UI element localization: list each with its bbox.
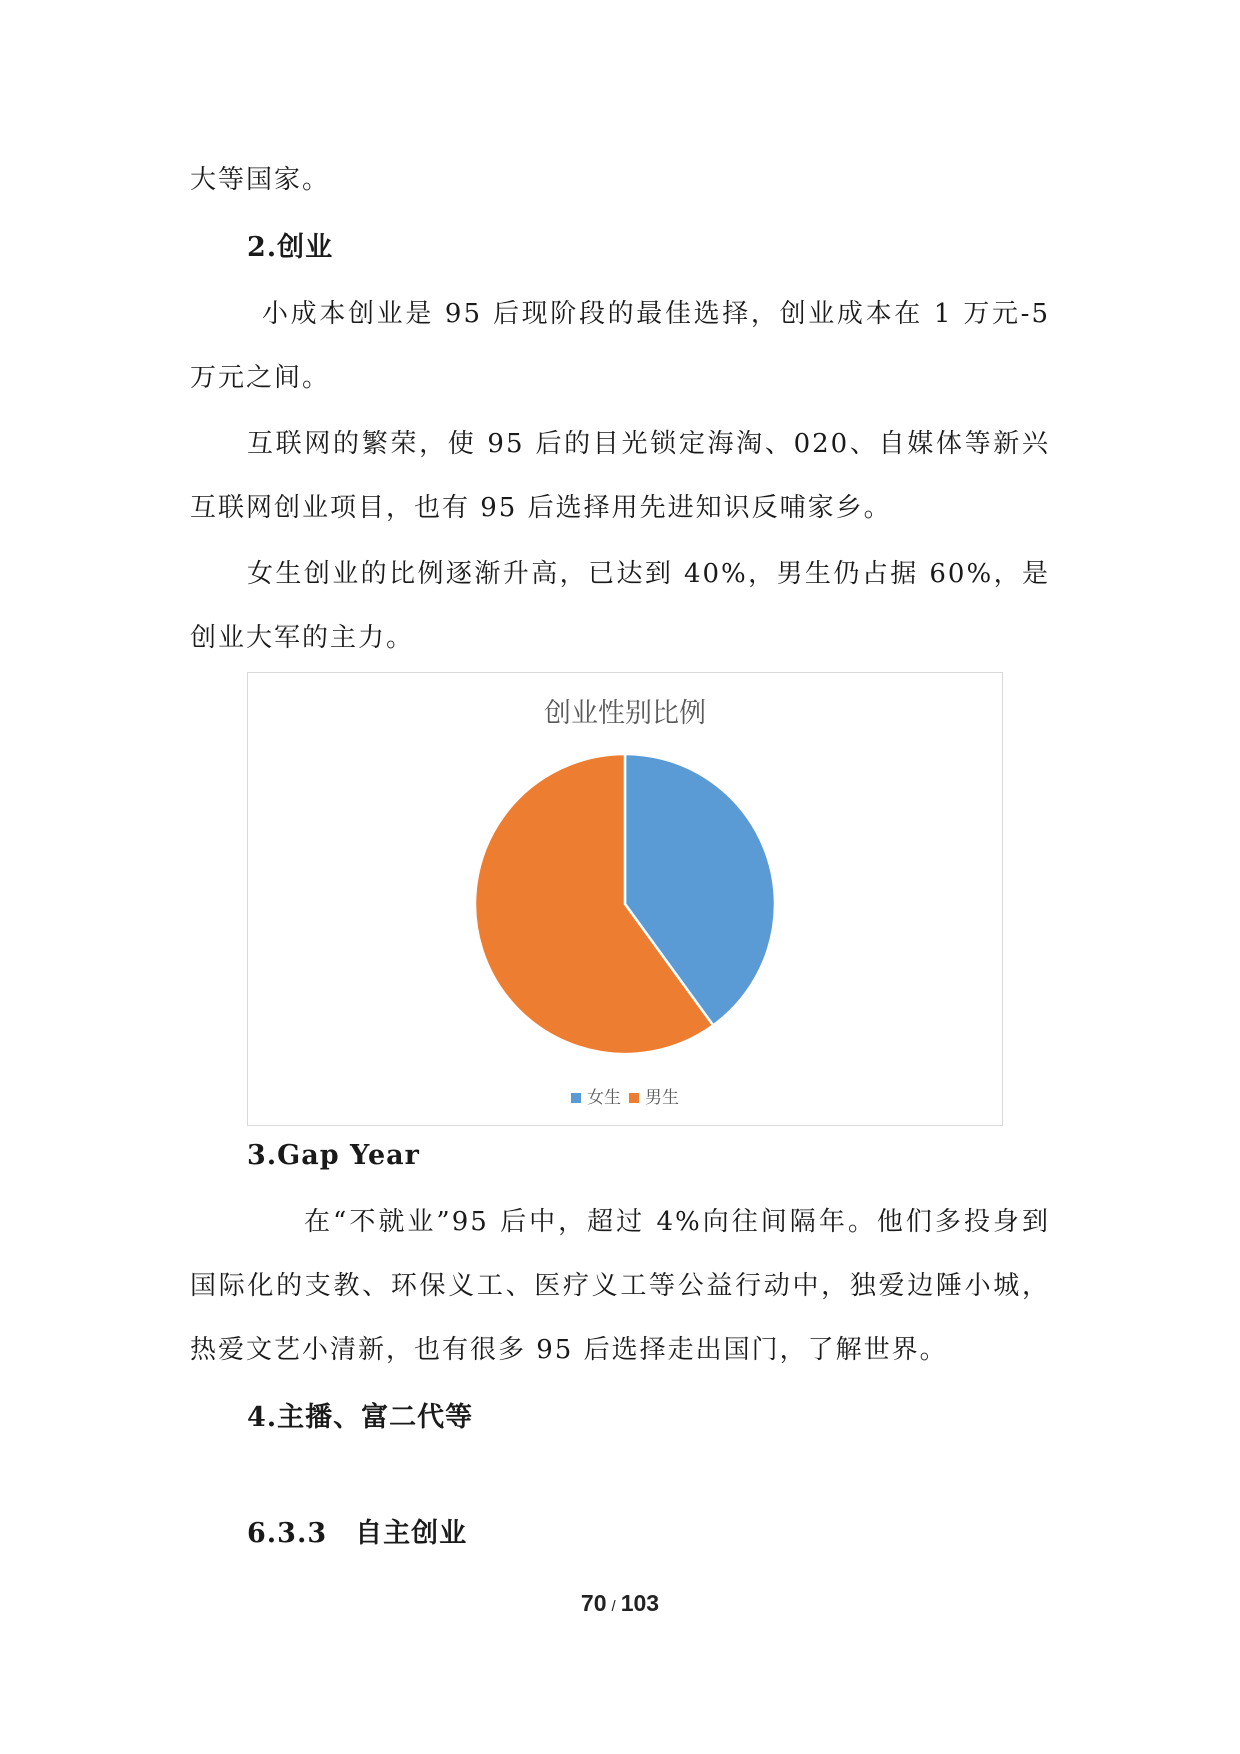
legend-label: 男生 <box>645 1088 679 1108</box>
heading-streamer: 4.主播、富二代等 <box>247 1402 474 1433</box>
page-number <box>0 1590 1240 1617</box>
legend-label: 女生 <box>587 1088 621 1108</box>
heading-gap-year: 3.Gap Year <box>247 1140 420 1171</box>
chart-title: 创业性别比例 <box>544 698 706 729</box>
page-separator: / <box>611 1598 616 1615</box>
paragraph-internet: 互联网的繁荣，使 95 后的目光锁定海淘、020、自媒体等新兴互联网创业项目，也有 95 后选择用先进知识反哺家乡。 <box>190 429 1050 523</box>
heading-startup: 2.创业 <box>247 232 334 263</box>
legend-swatch <box>571 1093 581 1103</box>
pie-svg <box>248 673 1002 1125</box>
gender-pie-chart <box>247 672 1003 1126</box>
page-current: 70 <box>580 1590 607 1616</box>
legend-item-female <box>571 1083 621 1108</box>
chart-legend <box>248 1083 1002 1108</box>
legend-item-male <box>629 1083 679 1108</box>
legend-swatch <box>629 1093 639 1103</box>
paragraph-gap-year: 在“不就业”95 后中，超过 4%向往间隔年。他们多投身到国际化的支教、环保义工、医疗义工等公益行动中，独爱边陲小城，热爱文艺小清新，也有很多 95 后选择走出国门，了解世界。 <box>190 1207 1050 1365</box>
page-total: 103 <box>620 1590 660 1616</box>
paragraph-small-cost-startup: 小成本创业是 95 后现阶段的最佳选择，创业成本在 1 万元-5 万元之间。 <box>190 299 1050 393</box>
paragraph-gender-ratio: 女生创业的比例逐渐升高，已达到 40%，男生仍占据 60%，是创业大军的主力。 <box>190 559 1050 653</box>
section-heading-self-employment: 6.3.3 自主创业 <box>247 1518 468 1549</box>
paragraph-continuation: 大等国家。 <box>190 165 331 195</box>
